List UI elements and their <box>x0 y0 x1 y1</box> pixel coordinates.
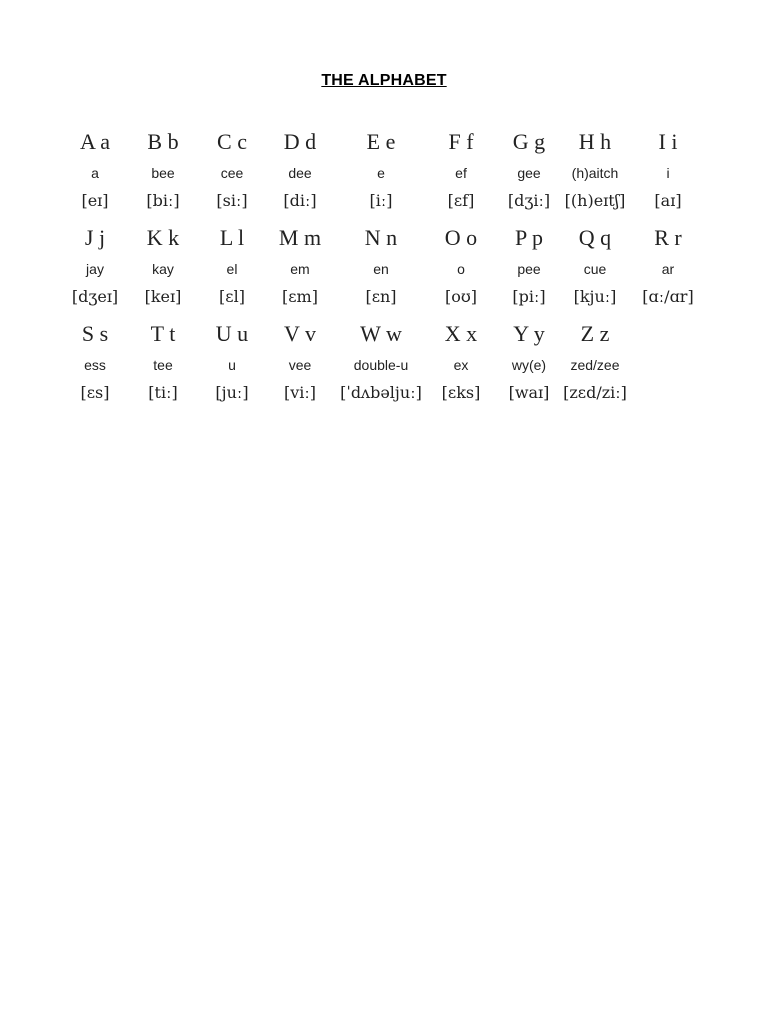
letter-forms: O o <box>444 225 478 250</box>
letter-pronunciation: [ɛks] <box>441 383 481 402</box>
letter-cell-l <box>198 222 266 318</box>
letter-forms: Q q <box>578 225 612 250</box>
letter-cell-m <box>266 222 334 318</box>
letter-forms: U u <box>215 321 249 346</box>
alphabet-table <box>62 126 710 414</box>
letter-pronunciation: [waɪ] <box>508 383 550 402</box>
letter-pronunciation: [iː] <box>369 191 393 210</box>
letter-name: tee <box>153 357 173 373</box>
page-title: THE ALPHABET <box>321 72 447 89</box>
letter-forms: T t <box>150 321 176 346</box>
letter-forms: V v <box>284 321 316 346</box>
letter-cell-a <box>62 126 128 222</box>
letter-pronunciation: [keɪ] <box>144 287 182 306</box>
letter-name: ex <box>453 357 469 373</box>
letter-cell-t <box>128 318 198 414</box>
letter-forms: L l <box>219 225 245 250</box>
letter-pronunciation: [biː] <box>146 191 180 210</box>
letter-pronunciation: [piː] <box>512 287 546 306</box>
letter-pronunciation: [juː] <box>215 383 249 402</box>
letter-pronunciation: [ɛs] <box>80 383 110 402</box>
letter-forms: E e <box>366 129 396 154</box>
letter-name: ar <box>661 261 675 277</box>
letter-forms: C c <box>217 129 247 154</box>
letter-name: en <box>373 261 389 277</box>
letter-forms: F f <box>448 129 474 154</box>
letter-forms: M m <box>278 225 322 250</box>
letter-pronunciation: [ɛn] <box>365 287 397 306</box>
letter-forms: I i <box>658 129 678 154</box>
letter-forms: R r <box>654 225 682 250</box>
letter-pronunciation: [(h)eɪtʃ] <box>564 191 626 210</box>
letter-pronunciation: [zɛd/ziː] <box>563 383 627 402</box>
alphabet-row-3 <box>62 318 710 414</box>
letter-name: e <box>377 165 385 181</box>
letter-cell-e <box>334 126 428 222</box>
alphabet-row-2 <box>62 222 710 318</box>
letter-cell-c <box>198 126 266 222</box>
letter-name: el <box>226 261 238 277</box>
letter-name: pee <box>517 261 541 277</box>
letter-cell-x <box>428 318 494 414</box>
letter-forms: A a <box>80 129 110 154</box>
letter-name: o <box>457 261 465 277</box>
letter-forms: N n <box>364 225 398 250</box>
letter-cell-q <box>564 222 626 318</box>
letter-pronunciation: [dʒeɪ] <box>71 287 119 306</box>
letter-forms: W w <box>360 321 402 346</box>
letter-cell-y <box>494 318 564 414</box>
letter-pronunciation: [eɪ] <box>81 191 109 210</box>
letter-cell-g <box>494 126 564 222</box>
letter-name: em <box>290 261 310 277</box>
letter-cell-s <box>62 318 128 414</box>
letter-pronunciation: [ɛf] <box>447 191 475 210</box>
letter-forms: H h <box>578 129 612 154</box>
letter-name: gee <box>517 165 541 181</box>
letter-cell-o <box>428 222 494 318</box>
letter-cell-h <box>564 126 626 222</box>
letter-cell-w <box>334 318 428 414</box>
letter-forms: B b <box>147 129 179 154</box>
letter-cell-b <box>128 126 198 222</box>
letter-name: cue <box>583 261 607 277</box>
letter-name: vee <box>288 357 312 373</box>
letter-name: double-u <box>353 357 409 373</box>
letter-name: kay <box>152 261 174 277</box>
letter-forms: X x <box>444 321 478 346</box>
letter-name: u <box>228 357 236 373</box>
letter-cell-r <box>626 222 710 318</box>
letter-forms: D d <box>283 129 317 154</box>
letter-cell-i <box>626 126 710 222</box>
letter-name: i <box>666 165 670 181</box>
letter-forms: J j <box>84 225 106 250</box>
letter-cell-z <box>564 318 626 414</box>
letter-forms: G g <box>512 129 546 154</box>
letter-cell-n <box>334 222 428 318</box>
letter-cell-p <box>494 222 564 318</box>
letter-name: (h)aitch <box>571 165 619 181</box>
letter-pronunciation: [oʊ] <box>444 287 478 306</box>
letter-cell-u <box>198 318 266 414</box>
letter-cell-v <box>266 318 334 414</box>
letter-cell-k <box>128 222 198 318</box>
alphabet-row-1 <box>62 126 710 222</box>
letter-forms: S s <box>81 321 109 346</box>
letter-pronunciation: [kjuː] <box>573 287 617 306</box>
letter-name: jay <box>86 261 104 277</box>
letter-name: ef <box>455 165 467 181</box>
letter-pronunciation: [aɪ] <box>654 191 682 210</box>
letter-pronunciation: [tiː] <box>148 383 178 402</box>
letter-pronunciation: [dʒiː] <box>507 191 551 210</box>
letter-cell-f <box>428 126 494 222</box>
letter-name: bee <box>151 165 175 181</box>
letter-forms: P p <box>515 225 543 250</box>
letter-name: dee <box>288 165 312 181</box>
letter-pronunciation: [siː] <box>216 191 248 210</box>
letter-forms: K k <box>146 225 180 250</box>
letter-forms: Z z <box>580 321 610 346</box>
letter-pronunciation: [ɑː/ɑr] <box>642 287 694 306</box>
letter-cell-d <box>266 126 334 222</box>
letter-forms: Y y <box>513 321 545 346</box>
letter-pronunciation: [diː] <box>283 191 317 210</box>
letter-cell-j <box>62 222 128 318</box>
letter-name: a <box>91 165 99 181</box>
letter-pronunciation: [ɛm] <box>282 287 318 306</box>
letter-pronunciation: [ˈdʌbəljuː] <box>340 383 422 402</box>
letter-pronunciation: [ɛl] <box>219 287 245 306</box>
letter-name: ess <box>84 357 106 373</box>
letter-name: cee <box>220 165 244 181</box>
letter-name: wy(e) <box>511 357 547 373</box>
letter-name: zed/zee <box>570 357 620 373</box>
letter-pronunciation: [viː] <box>283 383 317 402</box>
